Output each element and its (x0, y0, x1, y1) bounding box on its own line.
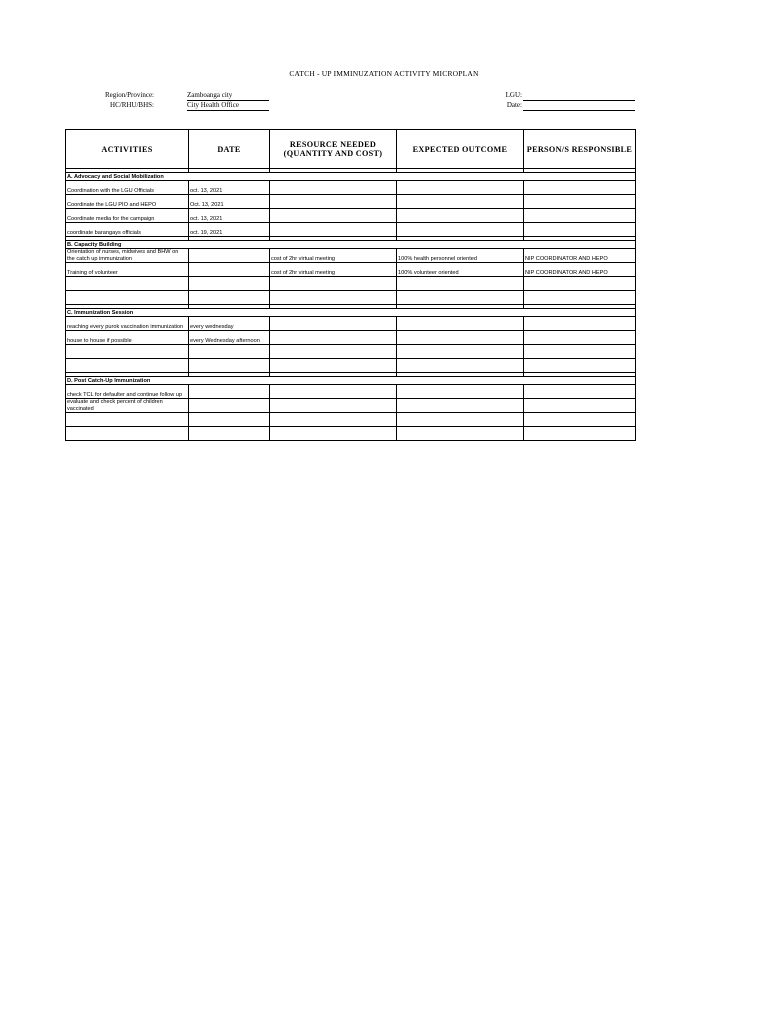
table-row (66, 331, 636, 345)
lgu-value[interactable] (523, 91, 635, 101)
column-header-expected-outcome: EXPECTED OUTCOME (397, 130, 524, 169)
resource-cell[interactable] (270, 413, 397, 427)
responsible-cell[interactable] (524, 399, 636, 413)
region-value[interactable]: Zamboanga city (187, 91, 269, 101)
section-row (66, 241, 636, 249)
activity-cell[interactable]: Orientation of nurses, midwives and BHW on the catch up immunization (66, 249, 189, 263)
activity-cell[interactable]: check TCL for defaulter and continue follow up (66, 385, 189, 399)
resource-cell[interactable]: cost of 2hr virtual meeting (270, 263, 397, 277)
table-row (66, 277, 636, 291)
outcome-cell[interactable] (397, 181, 524, 195)
date-cell[interactable] (189, 263, 270, 277)
table-body (66, 169, 636, 441)
responsible-cell[interactable] (524, 317, 636, 331)
resource-cell[interactable] (270, 385, 397, 399)
resource-cell[interactable] (270, 209, 397, 223)
table-row (66, 399, 636, 413)
responsible-cell[interactable] (524, 345, 636, 359)
resource-cell[interactable] (270, 399, 397, 413)
date-cell[interactable] (189, 291, 270, 305)
table-row (66, 181, 636, 195)
activity-cell[interactable]: Coordination with the LGU Officials (66, 181, 189, 195)
table-row (66, 413, 636, 427)
outcome-cell[interactable] (397, 385, 524, 399)
document-title: CATCH - UP IMMINUZATION ACTIVITY MICROPLAN (289, 69, 479, 78)
activity-cell[interactable]: reaching every purok vaccination immunization (66, 317, 189, 331)
date-cell[interactable] (189, 399, 270, 413)
date-cell[interactable] (189, 427, 270, 441)
activity-cell[interactable] (66, 291, 189, 305)
outcome-cell[interactable] (397, 427, 524, 441)
outcome-cell[interactable]: 100% health personnel oriented (397, 249, 524, 263)
date-cell[interactable] (189, 345, 270, 359)
table-row (66, 263, 636, 277)
outcome-cell[interactable] (397, 399, 524, 413)
resource-cell[interactable] (270, 223, 397, 237)
outcome-cell[interactable] (397, 345, 524, 359)
date-cell[interactable]: every wednesday (189, 317, 270, 331)
activity-cell[interactable] (66, 345, 189, 359)
table-row (66, 317, 636, 331)
date-cell[interactable]: Oct. 13, 2021 (189, 195, 270, 209)
resource-cell[interactable] (270, 195, 397, 209)
responsible-cell[interactable] (524, 413, 636, 427)
date-value[interactable] (523, 101, 635, 111)
section-title: B. Capacity Building (66, 241, 636, 249)
date-cell[interactable] (189, 385, 270, 399)
hc-value[interactable]: City Health Office (187, 101, 269, 111)
outcome-cell[interactable] (397, 223, 524, 237)
date-label: Date: (506, 101, 522, 109)
activity-cell[interactable]: evaluate and check percent of children vaccinated (66, 399, 189, 413)
responsible-cell[interactable] (524, 331, 636, 345)
responsible-cell[interactable]: NIP COORDINATOR AND HEPO (524, 263, 636, 277)
date-cell[interactable] (189, 413, 270, 427)
table-row (66, 291, 636, 305)
outcome-cell[interactable] (397, 359, 524, 373)
table-row (66, 427, 636, 441)
table-row (66, 385, 636, 399)
outcome-cell[interactable] (397, 277, 524, 291)
date-cell[interactable]: oct. 19, 2021 (189, 223, 270, 237)
section-row (66, 377, 636, 385)
activity-cell[interactable] (66, 427, 189, 441)
responsible-cell[interactable] (524, 385, 636, 399)
date-cell[interactable] (189, 277, 270, 291)
resource-cell[interactable] (270, 427, 397, 441)
outcome-cell[interactable] (397, 291, 524, 305)
date-cell[interactable] (189, 359, 270, 373)
activity-cell[interactable]: Coordinate media for the campaign (66, 209, 189, 223)
resource-cell[interactable] (270, 291, 397, 305)
responsible-cell[interactable] (524, 223, 636, 237)
date-cell[interactable]: every Wednesday afternoon (189, 331, 270, 345)
responsible-cell[interactable] (524, 427, 636, 441)
activity-cell[interactable] (66, 413, 189, 427)
responsible-cell[interactable] (524, 195, 636, 209)
table-row (66, 249, 636, 263)
responsible-cell[interactable] (524, 291, 636, 305)
resource-cell[interactable] (270, 345, 397, 359)
resource-cell[interactable] (270, 181, 397, 195)
section-title: A. Advocacy and Social Mobilization (66, 173, 636, 181)
column-header-persons-responsible: PERSON/S RESPONSIBLE (524, 130, 636, 169)
resource-cell[interactable] (270, 359, 397, 373)
resource-cell[interactable] (270, 317, 397, 331)
activity-cell[interactable]: coordinate barangays officials (66, 223, 189, 237)
responsible-cell[interactable] (524, 277, 636, 291)
section-row (66, 309, 636, 317)
outcome-cell[interactable] (397, 413, 524, 427)
outcome-cell[interactable] (397, 317, 524, 331)
section-title: D. Post Catch-Up Immunization (66, 377, 636, 385)
table-header-row (66, 130, 636, 169)
responsible-cell[interactable] (524, 209, 636, 223)
date-cell[interactable]: oct. 13, 2021 (189, 209, 270, 223)
responsible-cell[interactable]: NIP COORDINATOR AND HEPO (524, 249, 636, 263)
activity-cell[interactable]: Coordinate the LGU PIO and HEPO (66, 195, 189, 209)
activity-cell[interactable] (66, 277, 189, 291)
table-row (66, 195, 636, 209)
outcome-cell[interactable] (397, 331, 524, 345)
column-header-activities: ACTIVITIES (66, 130, 189, 169)
resource-cell[interactable] (270, 331, 397, 345)
table-row (66, 359, 636, 373)
region-label: Region/Province: (105, 91, 154, 99)
resource-cell[interactable] (270, 277, 397, 291)
activity-cell[interactable] (66, 359, 189, 373)
table-row (66, 223, 636, 237)
table-row (66, 209, 636, 223)
activity-cell[interactable]: house to house if possible (66, 331, 189, 345)
hc-label: HC/RHU/BHS: (110, 101, 154, 109)
column-header-resource-needed: RESOURCE NEEDED (QUANTITY AND COST) (270, 130, 397, 169)
date-cell[interactable] (189, 249, 270, 263)
section-title: C. Immunization Session (66, 309, 636, 317)
activity-cell[interactable]: Training of volunteer (66, 263, 189, 277)
outcome-cell[interactable]: 100% volunteer oriented (397, 263, 524, 277)
microplan-table (65, 129, 636, 441)
responsible-cell[interactable] (524, 359, 636, 373)
section-row (66, 173, 636, 181)
responsible-cell[interactable] (524, 181, 636, 195)
table-row (66, 345, 636, 359)
lgu-label: LGU: (505, 91, 522, 99)
resource-cell[interactable]: cost of 2hr virtual meeting (270, 249, 397, 263)
date-cell[interactable]: oct. 13, 2021 (189, 181, 270, 195)
outcome-cell[interactable] (397, 195, 524, 209)
outcome-cell[interactable] (397, 209, 524, 223)
column-header-date: DATE (189, 130, 270, 169)
